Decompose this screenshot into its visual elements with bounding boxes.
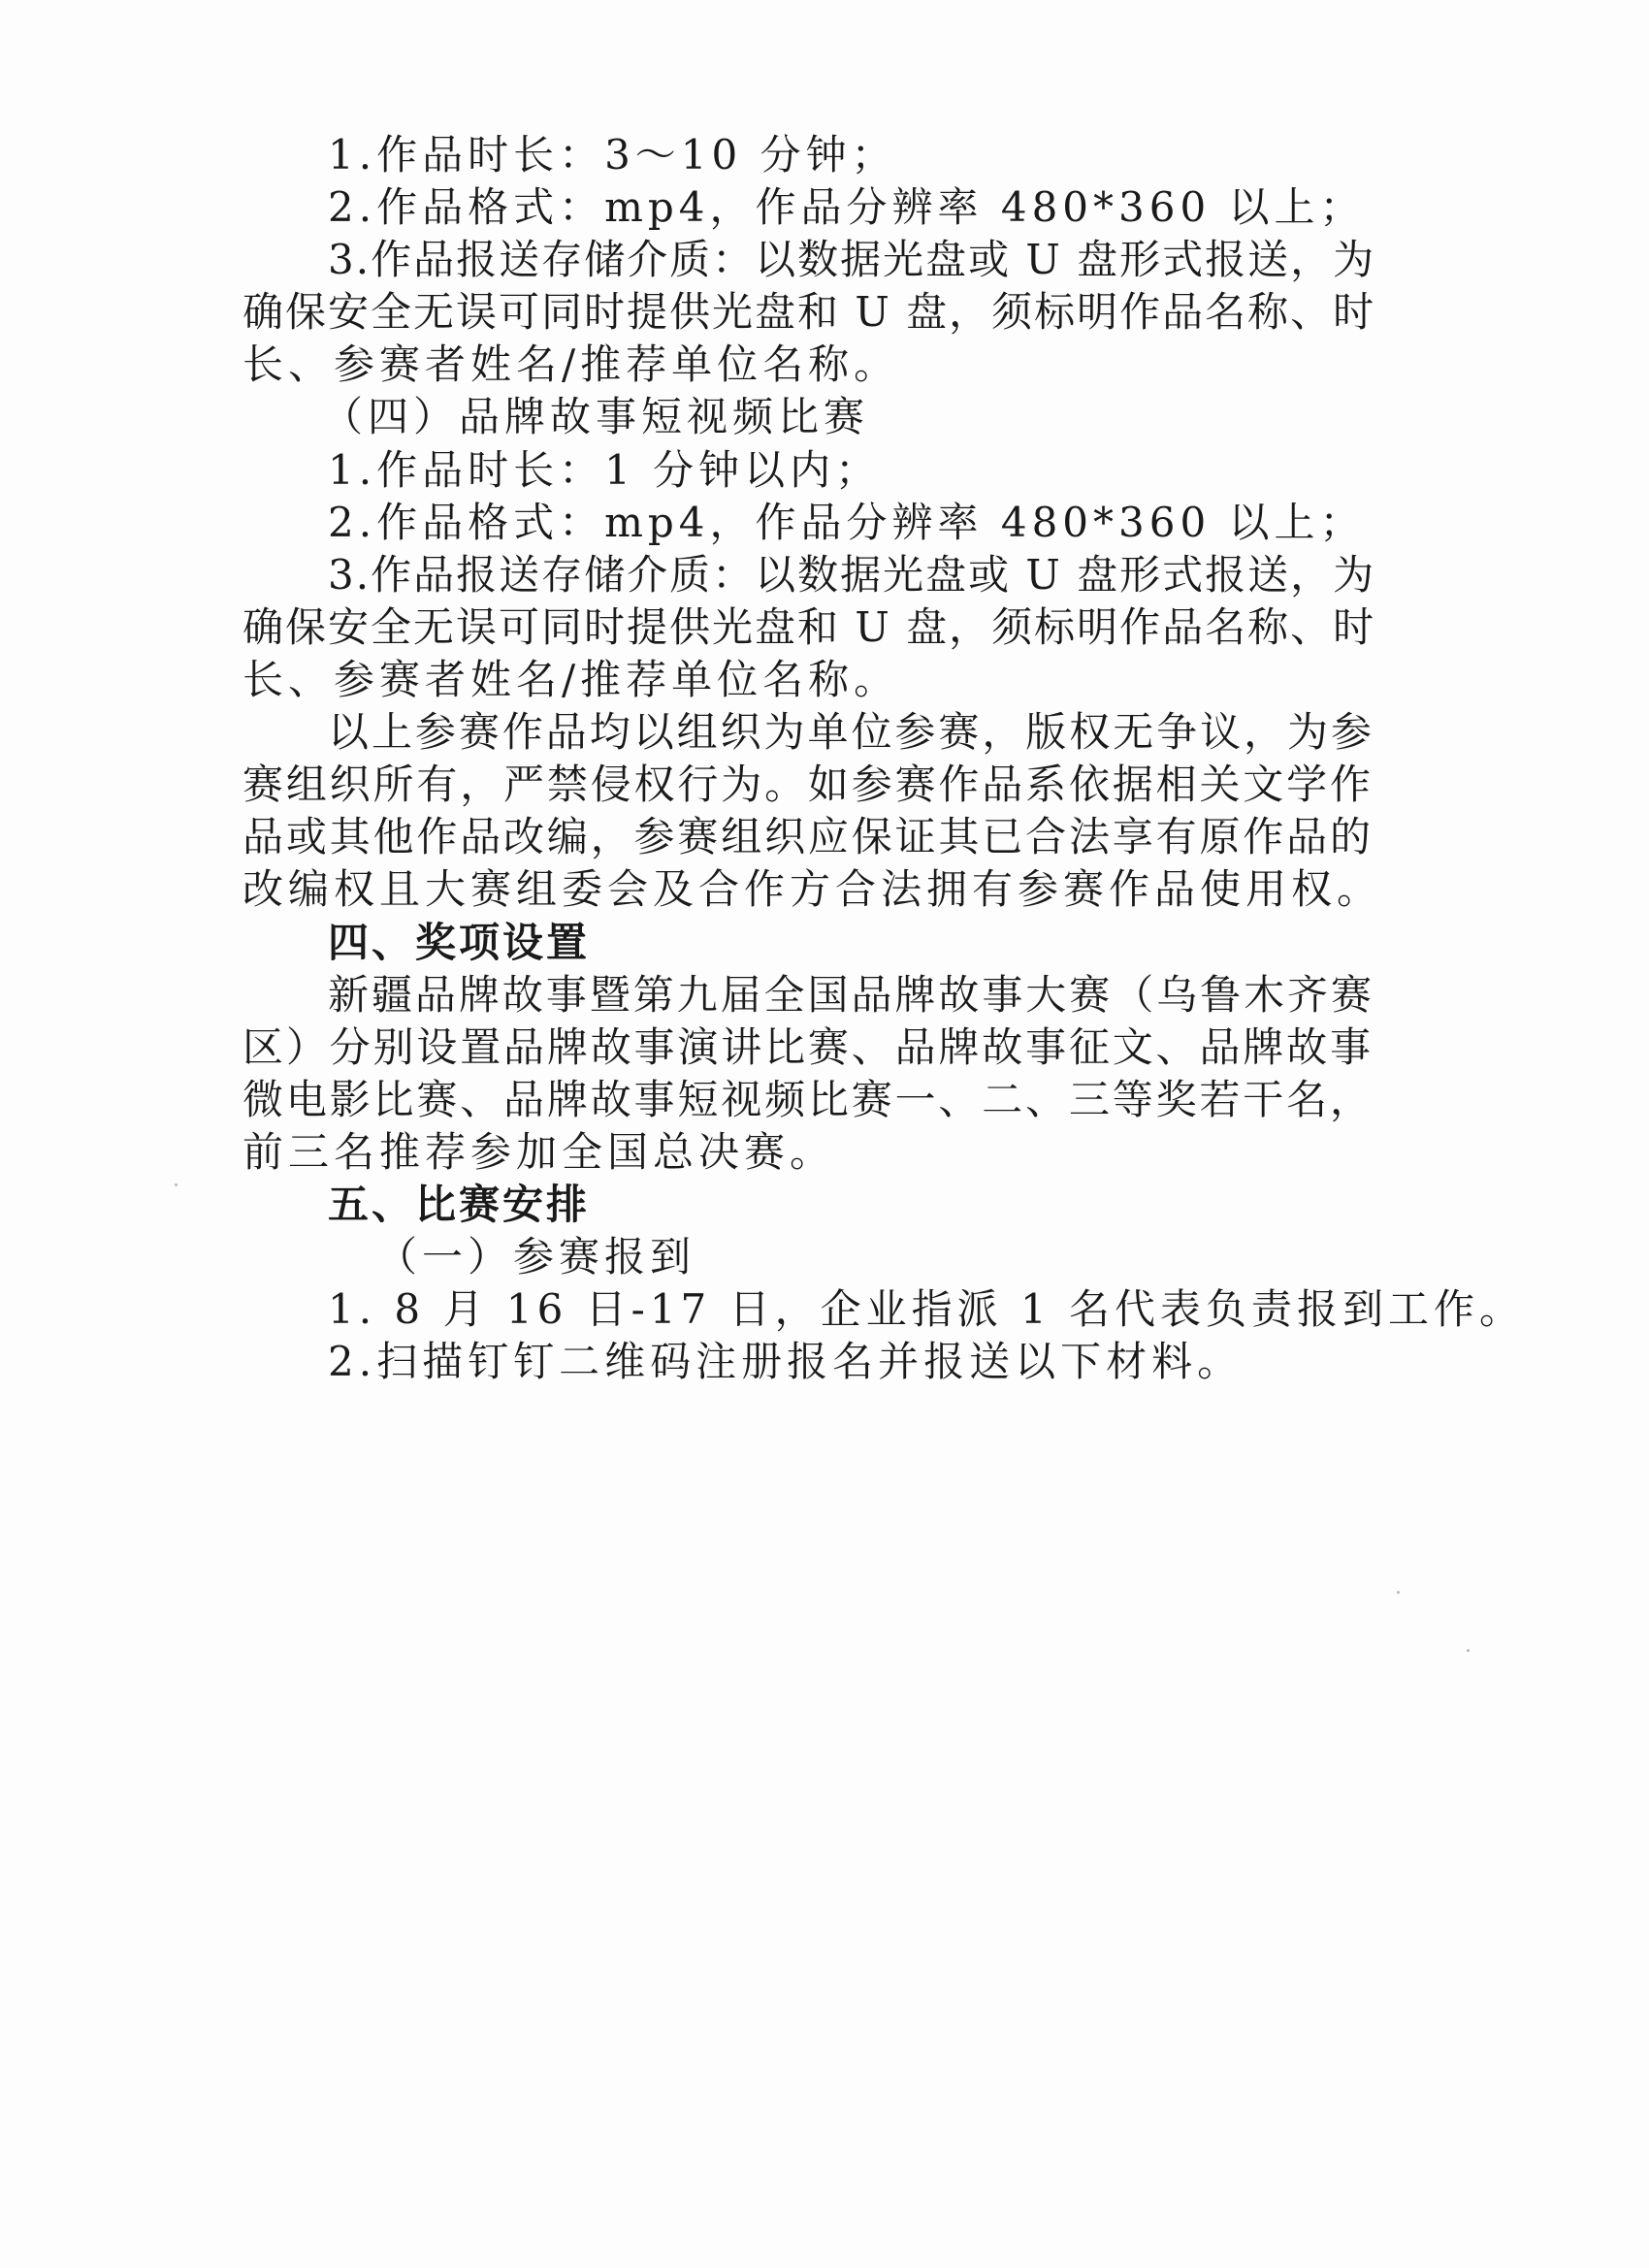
storage-item: 3.作品报送存储介质：以数据光盘或 U 盘形式报送，为 — [328, 236, 1376, 283]
subsection-heading-registration: （一）参赛报到 — [376, 1233, 696, 1280]
copyright-paragraph: 以上参赛作品均以组织为单位参赛，版权无争议，为参 — [328, 708, 1374, 756]
copyright-paragraph-line: 赛组织所有，严禁侵权行为。如参赛作品系依据相关文学作 — [242, 761, 1373, 808]
awards-paragraph-end: 前三名推荐参加全国总决赛。 — [242, 1128, 836, 1176]
copyright-paragraph-end: 改编权且大赛组委会及合作方合法拥有参赛作品使用权。 — [242, 865, 1383, 913]
scan-speck — [175, 1183, 178, 1186]
duration-item: 1.作品时长：3～10 分钟； — [328, 131, 897, 178]
section-heading-awards: 四、奖项设置 — [328, 919, 591, 966]
scan-speck — [1397, 1591, 1400, 1594]
duration-item: 1.作品时长：1 分钟以内； — [328, 446, 882, 494]
storage-item-end: 长、参赛者姓名/推荐单位名称。 — [242, 656, 900, 703]
registration-item-2: 2.扫描钉钉二维码注册报名并报送以下材料。 — [328, 1338, 1244, 1385]
storage-item-end: 长、参赛者姓名/推荐单位名称。 — [242, 340, 900, 388]
storage-item: 3.作品报送存储介质：以数据光盘或 U 盘形式报送，为 — [328, 551, 1376, 599]
awards-paragraph-line: 区）分别设置品牌故事演讲比赛、品牌故事征文、品牌故事 — [242, 1023, 1373, 1071]
copyright-paragraph-line: 品或其他作品改编，参赛组织应保证其已合法享有原作品的 — [242, 813, 1373, 860]
scan-speck — [1467, 1649, 1470, 1652]
awards-paragraph: 新疆品牌故事暨第九届全国品牌故事大赛（乌鲁木齐赛 — [328, 971, 1374, 1019]
storage-item-continued: 确保安全无误可同时提供光盘和 U 盘，须标明作品名称、时 — [242, 603, 1376, 651]
format-item: 2.作品格式：mp4，作品分辨率 480*360 以上； — [328, 183, 1366, 231]
registration-item-1: 1. 8 月 16 日-17 日，企业指派 1 名代表负责报到工作。 — [328, 1285, 1526, 1333]
format-item: 2.作品格式：mp4，作品分辨率 480*360 以上； — [328, 499, 1366, 546]
subsection-heading-short-video: （四）品牌故事短视频比赛 — [322, 393, 870, 440]
storage-item-continued: 确保安全无误可同时提供光盘和 U 盘，须标明作品名称、时 — [242, 288, 1376, 336]
section-heading-schedule: 五、比赛安排 — [328, 1181, 591, 1228]
awards-paragraph-line: 微电影比赛、品牌故事短视频比赛一、二、三等奖若干名， — [242, 1076, 1373, 1123]
